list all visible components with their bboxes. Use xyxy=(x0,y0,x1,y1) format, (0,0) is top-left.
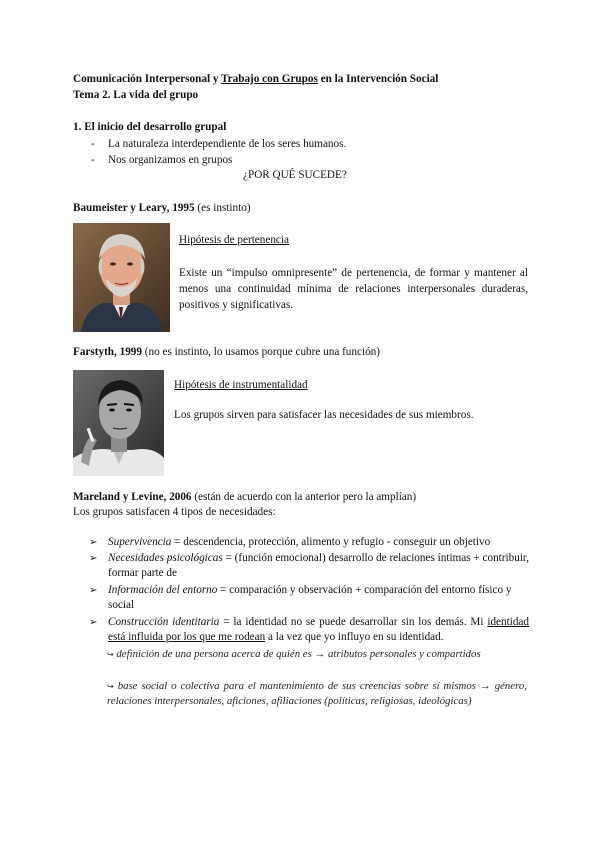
need-text: = descendencia, protección, alimento y refugio - conseguir un objetivo xyxy=(171,536,491,548)
author-note: (están de acuerdo con la anterior pero la amplían) xyxy=(191,491,417,503)
portrait-photo xyxy=(73,223,170,332)
mareland-heading xyxy=(73,490,416,505)
need-text: = comparación y observación + comparación del entorno físico y social xyxy=(108,584,512,611)
sub-item xyxy=(107,647,527,662)
arrow-bullet: ➢ xyxy=(89,537,98,548)
author-name: Mareland y Levine, 2006 xyxy=(73,491,192,503)
sub-item xyxy=(107,679,527,709)
author-note: (no es instinto, lo usamos porque cubre una función) xyxy=(141,346,380,358)
portrait-photo-icon xyxy=(73,223,170,332)
needs-intro: Los grupos satisfacen 4 tipos de necesidades: xyxy=(73,506,276,518)
list-item xyxy=(89,583,529,613)
hypothesis-text: Los grupos sirven para satisfacer las necesidades de sus miembros. xyxy=(174,409,474,421)
dash-bullet: - xyxy=(91,154,95,166)
list-item-text xyxy=(108,535,529,550)
need-term: Construcción identitaria xyxy=(108,616,220,628)
list-item xyxy=(89,535,529,550)
curved-arrow-icon: ↪ xyxy=(107,682,114,691)
need-term: Necesidades psicológicas xyxy=(108,552,223,564)
list-item-text xyxy=(108,583,529,613)
course-title-post: en la Intervención Social xyxy=(317,73,439,85)
course-title-underlined: Trabajo con Grupos xyxy=(221,73,318,85)
list-item-text xyxy=(108,551,529,581)
list-item-text xyxy=(108,615,529,645)
question-text: ¿POR QUÉ SUCEDE? xyxy=(243,169,347,181)
need-text-underlined: identidad está influida por los que me rodean xyxy=(108,616,529,643)
course-title xyxy=(73,72,438,87)
hypothesis-text: Existe un “impulso omnipresente” de pertenencia, de formar y mantener al menos una continuidad mínima de relaciones interpersonales duraderas, positivos y significativas. xyxy=(179,267,528,311)
hypothesis-title: Hipótesis de instrumentalidad xyxy=(174,379,308,391)
need-text: = la identidad no se puede desarrollar sin los demás. Mi xyxy=(219,616,488,628)
section-title: 1. El inicio del desarrollo grupal xyxy=(73,121,227,133)
course-title-pre: Comunicación Interpersonal y xyxy=(73,73,222,85)
need-term: Supervivencia xyxy=(108,536,172,548)
portrait-photo-bw xyxy=(73,370,164,476)
list-item xyxy=(89,615,529,645)
author-note: (es instinto) xyxy=(194,202,251,214)
list-item-text: Nos organizamos en grupos xyxy=(108,154,233,166)
arrow-bullet: ➢ xyxy=(89,553,98,564)
topic-title: Tema 2. La vida del grupo xyxy=(73,89,199,101)
forsyth-heading xyxy=(73,345,380,360)
list-item xyxy=(89,551,529,581)
hypothesis-title: Hipótesis de pertenencia xyxy=(179,234,289,246)
author-name: Farstyth, 1999 xyxy=(73,346,142,358)
arrow-bullet: ➢ xyxy=(89,617,98,628)
dash-bullet: - xyxy=(91,138,95,150)
author-name: Baumeister y Leary, 1995 xyxy=(73,202,195,214)
sub-item-text: definición de una persona acerca de quién es → atributos personales y compartidos xyxy=(116,648,481,660)
need-text: = (función emocional) desarrollo de relaciones íntimas + contribuir, formar parte de xyxy=(108,552,529,579)
portrait-photo-bw-icon xyxy=(73,370,164,476)
need-term: Información del entorno xyxy=(108,584,218,596)
arrow-bullet: ➢ xyxy=(89,585,98,596)
sub-item-text: base social o colectiva para el mantenimiento de sus creencias sobre sí mismos → género, relaciones interpersonales, aficiones, afiliaciones (políticas, religiosas, ideológicas) xyxy=(107,680,527,707)
curved-arrow-icon: ↪ xyxy=(107,650,114,659)
list-item-text: La naturaleza interdependiente de los seres humanos. xyxy=(108,138,347,150)
baumeister-heading xyxy=(73,201,251,216)
need-text: a la vez que yo influyo en su identidad. xyxy=(265,631,444,643)
